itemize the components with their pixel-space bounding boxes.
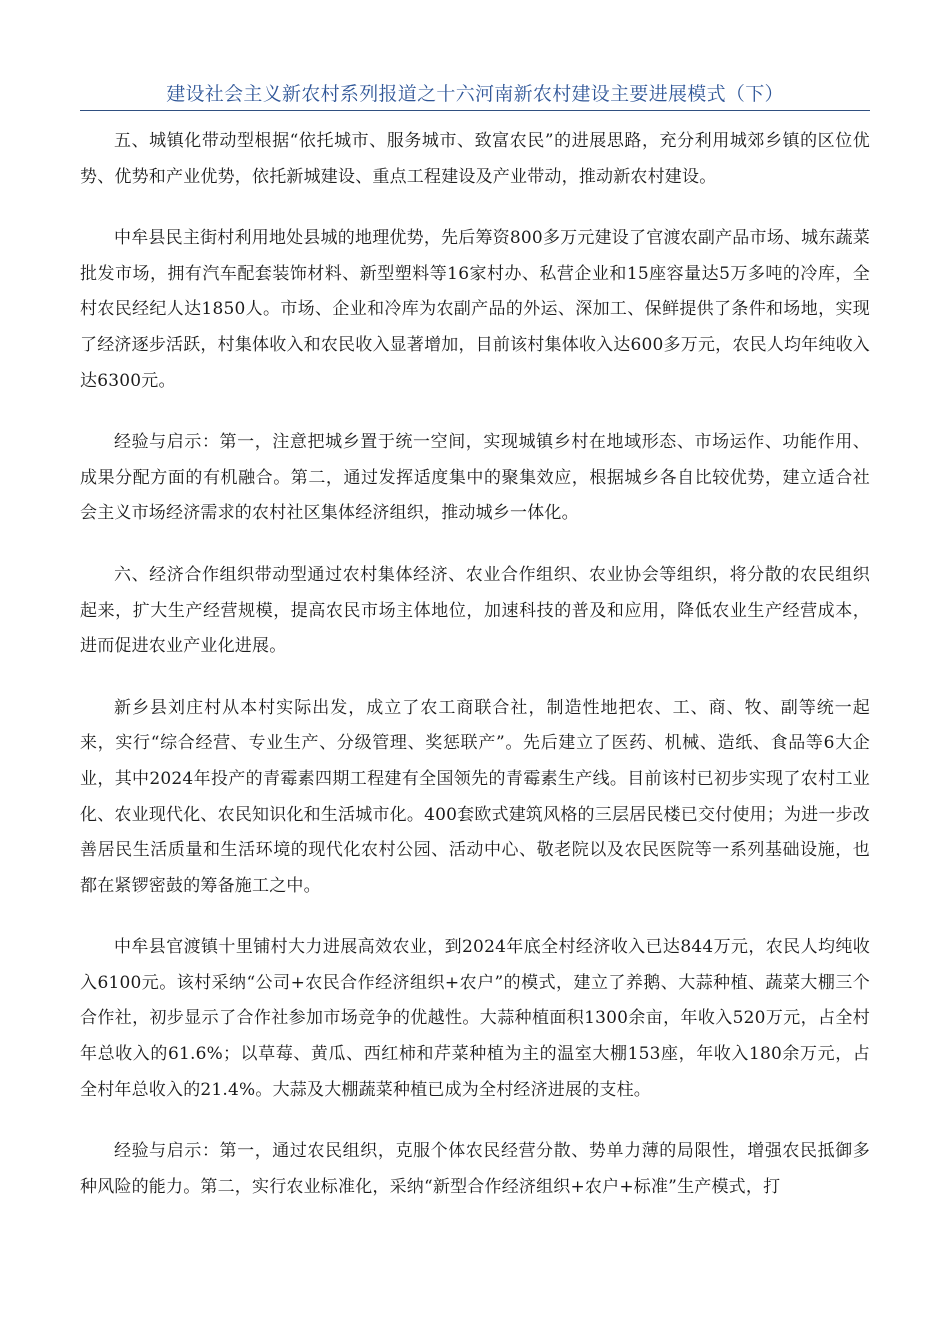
- document-body: [80, 124, 870, 1231]
- paragraph-minzhujie-village: 中牟县民主街村利用地处县城的地理优势，先后筹资800多万元建设了官渡农副产品市场、城东蔬菜批发市场，拥有汽车配套装饰材料、新型塑料等16家村办、私营企业和15座容量达5万多吨的冷库，全村农民经纪人达1850人。市场、企业和冷库为农副产品的外运、深加工、保鲜提供了条件和场地，实现了经济逐步活跃，村集体收入和农民收入显著增加，目前该村集体收入达600多万元，农民人均年纯收入达6300元。: [80, 228, 870, 391]
- document-title: 建设社会主义新农村系列报道之十六河南新农村建设主要进展模式（下）: [166, 83, 784, 105]
- paragraph-cooperative-lessons: 经验与启示：第一，通过农民组织，克服个体农民经营分散、势单力薄的局限性，增强农民抵御多种风险的能力。第二，实行农业标准化，采纳“新型合作经济组织+农户+标准”生产模式，打: [80, 1141, 870, 1197]
- page-header: [80, 80, 870, 111]
- paragraph-urbanization-model: 五、城镇化带动型根据“依托城市、服务城市、致富农民”的进展思路，充分利用城郊乡镇的区位优势、优势和产业优势，依托新城建设、重点工程建设及产业带动，推动新农村建设。: [80, 131, 870, 187]
- paragraph-liuzhuang-village: 新乡县刘庄村从本村实际出发，成立了农工商联合社，制造性地把农、工、商、牧、副等统一起来，实行“综合经营、专业生产、分级管理、奖惩联产”。先后建立了医药、机械、造纸、食品等6大企业，其中2024年投产的青霉素四期工程建有全国领先的青霉素生产线。目前该村已初步实现了农村工业化、农业现代化、农民知识化和生活城市化。400套欧式建筑风格的三层居民楼已交付使用；为进一步改善居民生活质量和生活环境的现代化农村公园、活动中心、敬老院以及农民医院等一系列基础设施，也都在紧锣密鼓的筹备施工之中。: [80, 697, 870, 896]
- paragraph-shilipu-village: 中牟县官渡镇十里铺村大力进展高效农业，到2024年底全村经济收入已达844万元，农民人均纯收入6100元。该村采纳“公司+农民合作经济组织+农户”的模式，建立了养鹅、大蒜种植、蔬菜大棚三个合作社，初步显示了合作社参加市场竞争的优越性。大蒜种植面积1300余亩，年收入520万元，占全村年总收入的61.6%；以草莓、黄瓜、西红柿和芹菜种植为主的温室大棚153座，年收入180余万元，占全村年总收入的21.4%。大蒜及大棚蔬菜种植已成为全村经济进展的支柱。: [80, 937, 870, 1100]
- paragraph-urbanization-lessons: 经验与启示：第一，注意把城乡置于统一空间，实现城镇乡村在地域形态、市场运作、功能作用、成果分配方面的有机融合。第二，通过发挥适度集中的聚集效应，根据城乡各自比较优势，建立适合社会主义市场经济需求的农村社区集体经济组织，推动城乡一体化。: [80, 432, 870, 524]
- paragraph-cooperative-model: 六、经济合作组织带动型通过农村集体经济、农业合作组织、农业协会等组织，将分散的农民组织起来，扩大生产经营规模，提高农民市场主体地位，加速科技的普及和应用，降低农业生产经营成本，进而促进农业产业化进展。: [80, 564, 870, 657]
